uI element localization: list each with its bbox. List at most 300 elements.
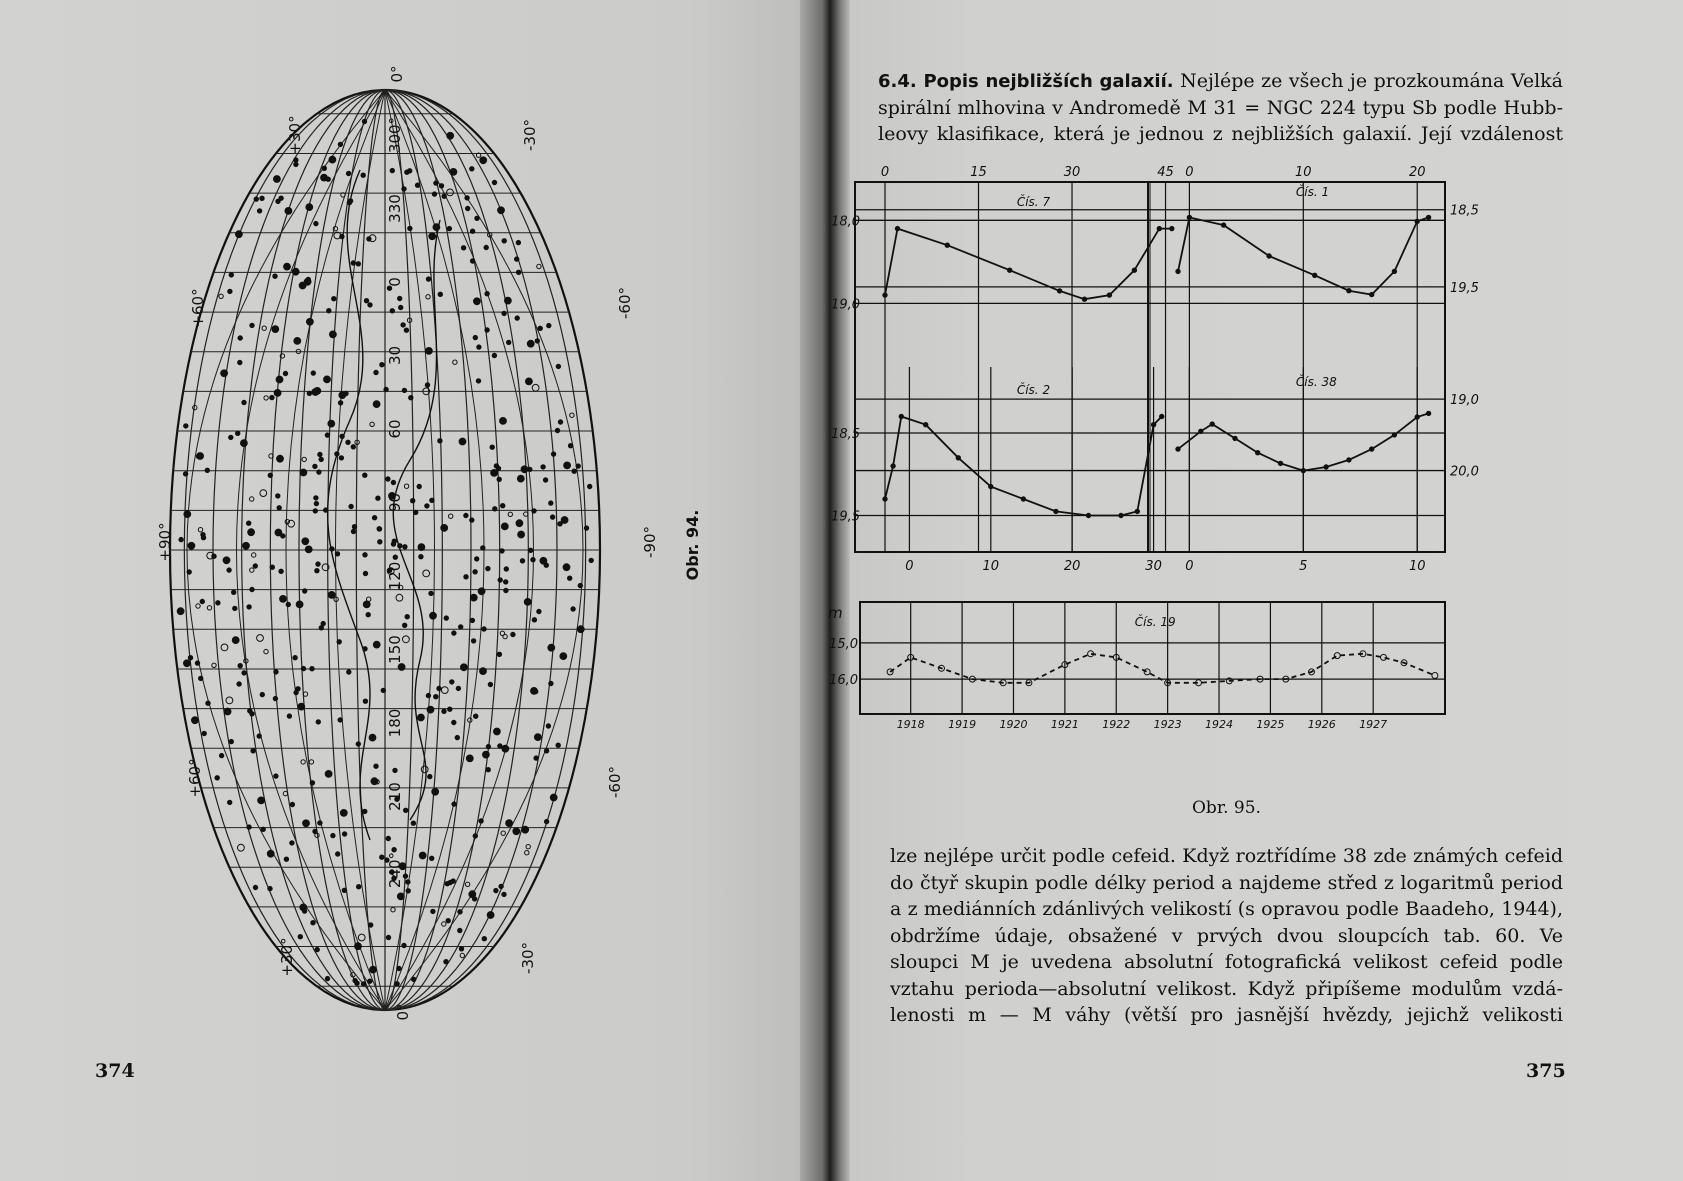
star-symbol bbox=[506, 820, 513, 827]
y-tick-label: 18,5 bbox=[1450, 203, 1479, 219]
star-symbol bbox=[373, 401, 380, 408]
map-label-left-edge: +90° bbox=[156, 522, 174, 562]
data-point bbox=[1157, 226, 1161, 230]
star-symbol bbox=[370, 966, 377, 973]
star-symbol bbox=[311, 371, 315, 375]
star-symbol bbox=[392, 848, 396, 852]
longitude-label: 330 bbox=[386, 194, 404, 223]
x-tick-label: 15 bbox=[970, 165, 987, 180]
x-tick-label: 20 bbox=[1063, 559, 1081, 574]
star-symbol bbox=[212, 663, 216, 667]
star-symbol bbox=[426, 348, 433, 355]
star-symbol bbox=[212, 554, 216, 558]
star-symbol bbox=[221, 644, 228, 651]
star-symbol bbox=[494, 464, 498, 468]
star-symbol bbox=[515, 316, 519, 320]
map-label-bottom: 0° bbox=[394, 1003, 412, 1021]
star-symbol bbox=[363, 553, 367, 557]
star-symbol bbox=[524, 599, 531, 606]
star-symbol bbox=[470, 167, 474, 171]
star-symbol bbox=[525, 851, 529, 855]
x-tick-label: 1926 bbox=[1307, 718, 1336, 731]
star-symbol bbox=[547, 323, 551, 327]
star-symbol bbox=[466, 206, 470, 210]
star-symbol bbox=[399, 305, 403, 309]
data-point bbox=[956, 456, 960, 460]
star-symbol bbox=[474, 714, 478, 718]
section-heading: 6.4. Popis nejbližších galaxií. bbox=[878, 71, 1174, 92]
star-symbol bbox=[433, 224, 440, 231]
star-symbol bbox=[555, 428, 559, 432]
star-symbol bbox=[248, 529, 255, 536]
star-symbol bbox=[338, 401, 342, 405]
star-symbol bbox=[511, 632, 515, 636]
star-symbol bbox=[281, 534, 285, 538]
milky-way-boundary bbox=[328, 170, 370, 840]
star-symbol bbox=[316, 562, 320, 566]
data-point bbox=[1086, 513, 1090, 517]
star-symbol bbox=[403, 623, 407, 627]
star-symbol bbox=[268, 473, 272, 477]
star-symbol bbox=[544, 819, 548, 823]
star-symbol bbox=[485, 292, 489, 296]
data-point bbox=[1176, 269, 1180, 273]
star-symbol bbox=[268, 886, 272, 890]
star-symbol bbox=[428, 774, 432, 778]
star-symbol bbox=[414, 510, 418, 514]
map-label-lower-right-mid: -60° bbox=[606, 766, 624, 798]
star-symbol bbox=[207, 606, 211, 610]
star-symbol bbox=[381, 688, 385, 692]
body-line: lze nejlépe určit podle cefeid. Když roztřídíme 38 zde známých cefeid bbox=[890, 845, 1563, 867]
star-symbol bbox=[556, 364, 560, 368]
star-symbol bbox=[362, 119, 366, 123]
star-symbol bbox=[412, 977, 416, 981]
star-symbol bbox=[480, 668, 487, 675]
star-symbol bbox=[492, 180, 496, 184]
star-symbol bbox=[458, 928, 462, 932]
series-line bbox=[885, 229, 1172, 300]
star-symbol bbox=[508, 512, 512, 516]
star-symbol bbox=[475, 216, 479, 220]
star-symbol bbox=[549, 681, 553, 685]
star-symbol bbox=[404, 484, 408, 488]
star-symbol bbox=[483, 751, 490, 758]
star-symbol bbox=[254, 197, 258, 201]
star-symbol bbox=[247, 825, 251, 829]
x-tick-label: 0 bbox=[1185, 165, 1194, 180]
star-symbol bbox=[520, 559, 524, 563]
data-point bbox=[883, 497, 887, 501]
star-symbol bbox=[202, 731, 206, 735]
star-symbol bbox=[247, 605, 251, 609]
y-tick-label: 19,5 bbox=[831, 509, 860, 525]
star-symbol bbox=[250, 323, 254, 327]
star-symbol bbox=[229, 739, 233, 743]
star-symbol bbox=[550, 794, 557, 801]
star-symbol bbox=[423, 570, 430, 577]
map-label-lower-left-mid: +60° bbox=[186, 758, 204, 798]
star-symbol bbox=[314, 496, 318, 500]
star-symbol bbox=[491, 470, 498, 477]
star-symbol bbox=[373, 641, 380, 648]
data-point bbox=[1132, 268, 1136, 272]
star-symbol bbox=[216, 601, 220, 605]
star-symbol bbox=[330, 547, 334, 551]
star-symbol bbox=[461, 664, 468, 671]
star-symbol bbox=[325, 976, 329, 980]
star-symbol bbox=[570, 413, 574, 417]
star-symbol bbox=[576, 464, 580, 468]
star-symbol bbox=[466, 755, 473, 762]
star-symbol bbox=[363, 601, 370, 608]
star-symbol bbox=[439, 184, 443, 188]
star-symbol bbox=[386, 477, 390, 481]
star-symbol bbox=[486, 566, 490, 570]
x-tick-label: 1924 bbox=[1205, 718, 1234, 731]
star-symbol bbox=[461, 246, 465, 250]
star-symbol bbox=[482, 627, 486, 631]
star-symbol bbox=[184, 660, 191, 667]
star-symbol bbox=[516, 520, 523, 527]
star-symbol bbox=[303, 820, 310, 827]
star-symbol bbox=[470, 259, 474, 263]
star-symbol bbox=[584, 526, 588, 530]
star-symbol bbox=[497, 652, 501, 656]
star-symbol bbox=[448, 880, 452, 884]
star-symbol bbox=[560, 653, 567, 660]
star-symbol bbox=[303, 589, 307, 593]
star-symbol bbox=[411, 821, 415, 825]
star-symbol bbox=[351, 529, 355, 533]
x-tick-label: 1921 bbox=[1050, 718, 1079, 731]
star-symbol bbox=[183, 472, 187, 476]
star-symbol bbox=[386, 836, 390, 840]
star-symbol bbox=[548, 644, 555, 651]
star-symbol bbox=[232, 637, 239, 644]
star-symbol bbox=[196, 454, 200, 458]
star-symbol bbox=[450, 680, 454, 684]
star-symbol bbox=[464, 513, 468, 517]
light-curves-figure bbox=[828, 0, 1683, 800]
star-symbol bbox=[317, 470, 321, 474]
star-symbol bbox=[260, 196, 264, 200]
star-symbol bbox=[252, 553, 256, 557]
star-symbol bbox=[277, 455, 284, 462]
intro-line-3: leovy klasifikace, která je jednou z nejbližších galaxií. Její vzdálenost bbox=[878, 123, 1563, 145]
star-symbol bbox=[498, 578, 502, 582]
panel-label: Čís. 7 bbox=[1016, 195, 1051, 209]
star-symbol bbox=[409, 396, 413, 400]
star-symbol bbox=[337, 640, 341, 644]
star-symbol bbox=[307, 391, 311, 395]
x-tick-label: 10 bbox=[1408, 559, 1426, 574]
star-symbol bbox=[251, 749, 255, 753]
star-symbol bbox=[404, 328, 408, 332]
star-symbol bbox=[262, 326, 266, 330]
star-symbol bbox=[303, 692, 307, 696]
star-symbol bbox=[395, 982, 399, 986]
star-symbol bbox=[267, 850, 274, 857]
star-symbol bbox=[471, 639, 475, 643]
star-symbol bbox=[347, 670, 351, 674]
body-line: lenosti m — M váhy (větší pro jasnější hvězdy, jejichž velikosti bbox=[890, 1004, 1563, 1026]
star-symbol bbox=[329, 156, 336, 163]
star-symbol bbox=[357, 885, 361, 889]
star-symbol bbox=[336, 852, 340, 856]
star-symbol bbox=[342, 888, 346, 892]
star-symbol bbox=[498, 207, 505, 214]
star-symbol bbox=[537, 264, 541, 268]
star-symbol bbox=[236, 231, 243, 238]
star-symbol bbox=[486, 744, 490, 748]
star-symbol bbox=[370, 422, 374, 426]
star-symbol bbox=[306, 204, 313, 211]
star-symbol bbox=[188, 656, 192, 660]
star-symbol bbox=[447, 189, 454, 196]
star-symbol bbox=[338, 142, 342, 146]
star-symbol bbox=[368, 979, 372, 983]
star-symbol bbox=[363, 571, 367, 575]
data-point bbox=[1267, 254, 1271, 258]
star-symbol bbox=[392, 539, 396, 543]
star-symbol bbox=[376, 496, 380, 500]
star-symbol bbox=[502, 239, 506, 243]
star-symbol bbox=[430, 498, 434, 502]
star-symbol bbox=[321, 174, 328, 181]
star-symbol bbox=[411, 499, 415, 503]
star-symbol bbox=[380, 855, 384, 859]
data-point bbox=[1278, 461, 1282, 465]
star-symbol bbox=[300, 469, 307, 476]
star-symbol bbox=[228, 800, 232, 804]
star-symbol bbox=[242, 671, 246, 675]
star-symbol bbox=[401, 323, 405, 327]
star-symbol bbox=[490, 445, 494, 449]
star-symbol bbox=[492, 353, 496, 357]
series-line bbox=[890, 654, 1435, 683]
star-symbol bbox=[459, 947, 463, 951]
longitude-label: 120 bbox=[386, 561, 404, 591]
star-symbol bbox=[306, 277, 310, 281]
star-symbol bbox=[421, 766, 428, 773]
map-label-upper-left-mid: +60° bbox=[189, 288, 207, 328]
star-symbol bbox=[250, 568, 254, 572]
star-symbol bbox=[577, 626, 584, 633]
star-symbol bbox=[339, 392, 346, 399]
x-tick-label: 30 bbox=[1063, 165, 1081, 180]
star-symbol bbox=[434, 181, 438, 185]
star-symbol bbox=[229, 435, 233, 439]
star-symbol bbox=[465, 882, 469, 886]
data-point bbox=[883, 293, 887, 297]
star-symbol bbox=[179, 537, 183, 541]
star-symbol bbox=[449, 514, 453, 518]
data-point bbox=[1301, 468, 1305, 472]
map-label-upper-right: -30° bbox=[521, 119, 539, 151]
star-symbol bbox=[425, 383, 429, 387]
x-tick-label: 1920 bbox=[999, 718, 1028, 731]
figure-caption-right: Obr. 95. bbox=[1192, 798, 1261, 818]
star-symbol bbox=[322, 166, 326, 170]
star-symbol bbox=[531, 558, 535, 562]
star-symbol bbox=[277, 506, 281, 510]
star-symbol bbox=[438, 292, 442, 296]
star-symbol bbox=[417, 484, 421, 488]
star-symbol bbox=[286, 602, 290, 606]
data-point bbox=[1392, 433, 1396, 437]
star-symbol bbox=[177, 608, 184, 615]
star-symbol bbox=[456, 686, 460, 690]
star-symbol bbox=[327, 309, 331, 313]
star-symbol bbox=[397, 966, 401, 970]
body-line: sloupci M je uvedena absolutní fotografická velikost cefeid podle bbox=[890, 951, 1563, 973]
star-symbol bbox=[310, 667, 314, 671]
star-symbol bbox=[546, 724, 550, 728]
star-symbol bbox=[589, 558, 593, 562]
y-tick-label: 15,0 bbox=[829, 636, 858, 652]
star-symbol bbox=[253, 564, 257, 568]
star-symbol bbox=[368, 303, 372, 307]
star-symbol bbox=[364, 299, 368, 303]
data-point bbox=[895, 226, 899, 230]
star-symbol bbox=[283, 371, 287, 375]
data-point bbox=[899, 414, 903, 418]
star-symbol bbox=[455, 735, 459, 739]
star-symbol bbox=[470, 618, 474, 622]
star-symbol bbox=[314, 221, 318, 225]
star-symbol bbox=[484, 245, 488, 249]
star-symbol bbox=[325, 771, 332, 778]
star-symbol bbox=[346, 171, 350, 175]
star-symbol bbox=[432, 192, 436, 196]
star-symbol bbox=[188, 542, 195, 549]
y-tick-label: 19,5 bbox=[1450, 280, 1479, 296]
x-tick-label: 0 bbox=[880, 165, 890, 180]
star-symbol bbox=[233, 606, 237, 610]
star-symbol bbox=[446, 919, 450, 923]
star-symbol bbox=[504, 588, 508, 592]
star-symbol bbox=[260, 490, 267, 497]
y-tick-label: 19,0 bbox=[1450, 393, 1479, 409]
star-symbol bbox=[558, 420, 562, 424]
star-symbol bbox=[500, 549, 504, 553]
star-symbol bbox=[253, 885, 257, 889]
star-symbol bbox=[324, 376, 331, 383]
star-symbol bbox=[380, 363, 384, 367]
star-symbol bbox=[187, 570, 191, 574]
star-symbol bbox=[274, 390, 281, 397]
star-symbol bbox=[290, 841, 294, 845]
data-point bbox=[1426, 215, 1430, 219]
panel-label: Čís. 19 bbox=[1134, 615, 1176, 629]
star-symbol bbox=[241, 440, 248, 447]
star-symbol bbox=[261, 827, 265, 831]
star-symbol bbox=[544, 563, 548, 567]
longitude-label: 60 bbox=[386, 419, 404, 439]
star-symbol bbox=[340, 810, 347, 817]
star-symbol bbox=[284, 263, 291, 270]
star-symbol bbox=[452, 802, 456, 806]
star-symbol bbox=[302, 457, 306, 461]
longitude-label: 30 bbox=[386, 345, 404, 366]
star-symbol bbox=[442, 194, 446, 198]
star-symbol bbox=[366, 613, 370, 617]
data-point bbox=[989, 484, 993, 488]
y-tick-label: 16,0 bbox=[829, 673, 858, 689]
star-symbol bbox=[226, 697, 233, 704]
star-symbol bbox=[242, 400, 246, 404]
star-symbol bbox=[219, 294, 223, 298]
star-symbol bbox=[499, 884, 503, 888]
star-symbol bbox=[342, 832, 346, 836]
star-symbol bbox=[237, 682, 241, 686]
star-symbol bbox=[276, 376, 283, 383]
star-symbol bbox=[452, 720, 456, 724]
star-symbol bbox=[434, 695, 438, 699]
data-point bbox=[1334, 653, 1340, 659]
star-symbol bbox=[315, 947, 319, 951]
star-symbol bbox=[429, 233, 436, 240]
data-point bbox=[1008, 268, 1012, 272]
star-symbol bbox=[470, 594, 477, 601]
star-symbol bbox=[500, 631, 504, 635]
star-symbol bbox=[273, 274, 277, 278]
body-line: do čtyř skupin podle délky period a najdeme střed z logaritmů period bbox=[890, 871, 1563, 894]
data-point bbox=[1021, 497, 1025, 501]
page-number-left: 374 bbox=[95, 1060, 135, 1082]
star-symbol bbox=[501, 504, 505, 508]
star-symbol bbox=[219, 753, 223, 757]
map-label-lower-left: +30° bbox=[278, 937, 296, 977]
data-point bbox=[1135, 509, 1139, 513]
star-symbol bbox=[305, 546, 312, 553]
star-symbol bbox=[328, 592, 335, 599]
longitude-label: 210 bbox=[386, 782, 404, 811]
star-symbol bbox=[274, 670, 278, 674]
star-symbol bbox=[363, 809, 367, 813]
star-symbol bbox=[250, 497, 254, 501]
star-symbol bbox=[199, 676, 203, 680]
star-symbol bbox=[406, 880, 410, 884]
star-symbol bbox=[243, 542, 250, 549]
star-symbol bbox=[500, 418, 507, 425]
star-symbol bbox=[438, 439, 442, 443]
star-symbol bbox=[314, 501, 318, 505]
star-symbol bbox=[390, 168, 394, 172]
star-symbol bbox=[450, 169, 457, 176]
star-symbol bbox=[504, 580, 508, 584]
star-symbol bbox=[393, 555, 397, 559]
star-symbol bbox=[296, 687, 300, 691]
star-symbol bbox=[564, 462, 571, 469]
data-point bbox=[945, 243, 949, 247]
chart-panel bbox=[831, 165, 1445, 552]
star-symbol bbox=[299, 282, 306, 289]
star-symbol bbox=[568, 576, 572, 580]
star-symbol bbox=[313, 464, 317, 468]
x-tick-label: 0 bbox=[1185, 559, 1194, 574]
data-point bbox=[1160, 414, 1164, 418]
star-symbol bbox=[480, 157, 487, 164]
star-symbol bbox=[250, 712, 254, 716]
star-symbol bbox=[196, 604, 200, 608]
star-symbol bbox=[332, 297, 336, 301]
star-symbol bbox=[384, 387, 388, 391]
star-symbol bbox=[356, 742, 360, 746]
star-symbol bbox=[396, 594, 403, 601]
star-symbol bbox=[298, 703, 305, 710]
